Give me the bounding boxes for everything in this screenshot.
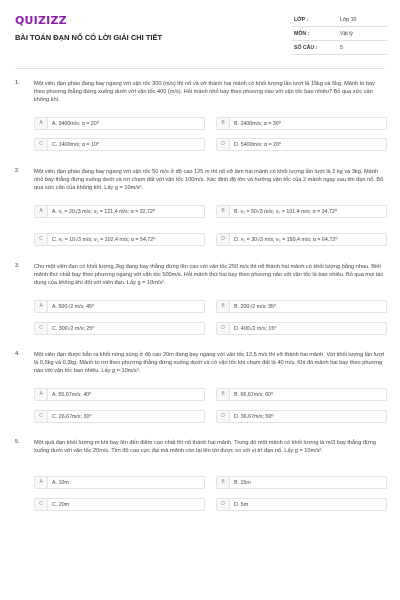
question-text: Một viên đạn pháo đang bay ngang với vận tốc 50 m/s ở độ cao 125 m thì nổ vỡ làm hai mảnh có khối lượng lần lượt là 2 kg và 3kg. Mảnh nhỏ bay thẳng đứng xuống dưới và rơi chạm đất với vận tốc 100m/s. Xác định độ lớn và hướng vận tốc của 2 mảnh ngay sau khi đạn nổ. Bỏ qua sức cản của không khí. Lấy g = 10m/s².	[34, 169, 384, 192]
meta-key: MÔN :	[294, 31, 310, 37]
option-text: B. 66,67m/s; 60⁰	[234, 392, 274, 398]
option-b[interactable]	[216, 117, 387, 130]
option-letter: D	[217, 323, 230, 334]
option-text: A. v₁ = 20√3 m/s; v₂ = 121,4 m/s; α = 32,72⁰	[52, 209, 156, 215]
option-text: C. 300√2 m/s; 25⁰	[52, 326, 95, 332]
option-text: D. 5m	[234, 502, 249, 508]
meta-row-class	[292, 13, 387, 27]
option-a[interactable]	[34, 205, 205, 218]
option-c[interactable]	[34, 498, 205, 511]
option-text: D. 5400m/s; α = 20⁰	[234, 142, 282, 148]
option-text: A. 3400m/s; α = 20⁰	[52, 121, 99, 127]
meta-value: Vật lý	[340, 31, 353, 37]
document-title: BÀI TOÁN ĐẠN NỔ CÓ LỜI GIẢI CHI TIẾT	[15, 33, 163, 42]
option-text: A. 10m	[52, 480, 69, 486]
option-letter: A	[35, 118, 48, 129]
option-letter: B	[217, 389, 230, 400]
question-number: 2.	[15, 168, 20, 174]
option-text: C. v₁ = 10√3 m/s; v₂ = 102,4 m/s; α = 54,72⁰	[52, 237, 156, 243]
header-divider	[15, 68, 385, 69]
question-number: 5.	[15, 439, 20, 445]
option-text: A. 500√2 m/s; 45⁰	[52, 304, 95, 310]
meta-value: Lớp 10	[340, 17, 357, 23]
question-text: Một quả đạn khối lượng m khi bay lên đến điểm cao nhất thì nổ thành hai mảnh. Trong đó một mảnh có khối lượng là m/3 bay thẳng đứng xuống dưới với vận tốc 20m/s. Tìm độ cao cực đại mà mảnh còn lại lên tới được so với vị trí đạn nổ. Lấy g = 10m/s².	[34, 440, 376, 455]
option-text: D. 36,67m/s; 50⁰	[234, 414, 274, 420]
meta-row-subject	[292, 27, 387, 41]
option-text: D. v₁ = 30√3 m/s; v₂ = 150,4 m/s; α = 64,72⁰	[234, 237, 338, 243]
option-b[interactable]	[216, 476, 387, 489]
option-a[interactable]	[34, 388, 205, 401]
option-letter: B	[217, 206, 230, 217]
question-number: 1.	[15, 80, 20, 86]
option-a[interactable]	[34, 476, 205, 489]
option-letter: C	[35, 234, 48, 245]
meta-table	[292, 13, 387, 55]
option-letter: D	[217, 234, 230, 245]
option-a[interactable]	[34, 300, 205, 313]
option-c[interactable]	[34, 322, 205, 335]
option-letter: A	[35, 301, 48, 312]
option-b[interactable]	[216, 388, 387, 401]
question-text: Một viên đạn được bắn ra khỏi nòng súng ở độ cao 20m đang bay ngang với vận tốc 12,5 m/s thì vỡ thành hai mảnh. Với khối lượng lần lượt là 0,5kg và 0,3kg. Mảnh to rơi theo phương thẳng đứng xuống dưới và có vận tốc khi chạm đất là 40 m/s. Khi đó mảnh hai bay theo phương nào với vận tốc bao nhiêu. Lấy g = 10m/s².	[34, 352, 385, 375]
option-text: B. 200√2 m/s; 35⁰	[234, 304, 277, 310]
option-c[interactable]	[34, 410, 205, 423]
option-c[interactable]	[34, 138, 205, 151]
option-text: C. 20m	[52, 502, 70, 508]
option-letter: D	[217, 411, 230, 422]
option-d[interactable]	[216, 138, 387, 151]
option-text: D. 400√2 m/s; 15⁰	[234, 326, 277, 332]
option-letter: C	[35, 411, 48, 422]
question-text: Một viên đạn pháo đang bay ngang với vận tốc 300 (m/s) thì nổ và vỡ thành hai mảnh có khối lượng lần lượt là 15kg và 5kg. Mảnh to bay theo phương thẳng đứng xuống dưới với vận tốc 400 (m/s). Hỏi mảnh nhỏ bay theo phương nào với vận tốc bao nhiêu? Bỏ qua sức cản không khí.	[34, 81, 375, 104]
quizizz-logo: QUIZIZZ	[15, 14, 67, 27]
option-letter: B	[217, 301, 230, 312]
page-header	[0, 0, 400, 72]
option-letter: B	[217, 118, 230, 129]
option-letter: C	[35, 139, 48, 150]
option-text: B. 15m	[234, 480, 251, 486]
option-d[interactable]	[216, 322, 387, 335]
option-text: B. v₁ = 50√3 m/s; v₂ = 101,4 m/s; α = 34,72⁰	[234, 209, 338, 215]
question-number: 3.	[15, 263, 20, 269]
option-b[interactable]	[216, 300, 387, 313]
option-text: C. 26,67m/s; 30⁰	[52, 414, 92, 420]
option-letter: A	[35, 206, 48, 217]
option-letter: D	[217, 499, 230, 510]
meta-key: SỐ CÂU :	[294, 45, 318, 51]
meta-row-count	[292, 41, 387, 55]
question-number: 4.	[15, 351, 20, 357]
option-b[interactable]	[216, 205, 387, 218]
option-d[interactable]	[216, 498, 387, 511]
option-text: A. 55,67m/s; 40⁰	[52, 392, 92, 398]
option-a[interactable]	[34, 117, 205, 130]
option-letter: A	[35, 477, 48, 488]
option-letter: C	[35, 499, 48, 510]
option-text: C. 1400m/s; α = 10⁰	[52, 142, 100, 148]
meta-value: 5	[340, 45, 343, 51]
option-letter: A	[35, 389, 48, 400]
option-d[interactable]	[216, 410, 387, 423]
option-d[interactable]	[216, 233, 387, 246]
option-letter: B	[217, 477, 230, 488]
meta-key: LỚP :	[294, 17, 309, 23]
question-text: Cho một viên đạn có khối lượng 2kg đang bay thẳng đứng lên cao với vận tốc 250 m/s thì nổ thành hai mảnh có khối lượng bằng nhau. Biết mảnh thứ nhất bay theo phương ngang với vận tốc 500m/s. Hỏi mảnh thứ hai bay theo phương nào với vận tốc là bao nhiêu. Bỏ qua mọi tác dụng của không khí đối với viên đạn. Lấy g = 10m/s².	[34, 264, 384, 287]
option-letter: C	[35, 323, 48, 334]
option-text: B. 2400m/s; α = 30⁰	[234, 121, 281, 127]
option-c[interactable]	[34, 233, 205, 246]
option-letter: D	[217, 139, 230, 150]
